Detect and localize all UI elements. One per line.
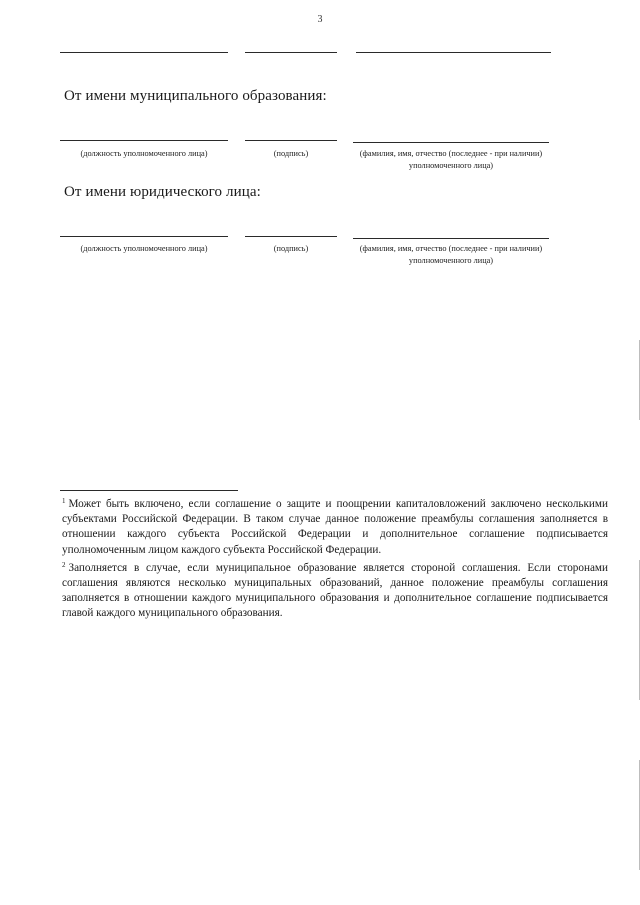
municipal-signature-line <box>245 140 337 141</box>
legal-entity-heading: От имени юридического лица: <box>64 184 261 200</box>
signature-line-signature-top <box>245 52 337 53</box>
footnote-2-text: Заполняется в случае, если муниципальное образование является стороной соглашения. Если сторонами соглашения являются несколько муниципальных образований, данное положение преамбулы соглашения заполняется в отношении каждого муниципального образования и дополнительное соглашение подписывается главой каждого муниципального образования. <box>62 561 608 620</box>
legal-name-line <box>353 238 549 239</box>
municipal-heading: От имени муниципального образования: <box>64 88 327 104</box>
municipal-position-caption: (должность уполномоченного лица) <box>80 149 208 158</box>
legal-position-caption: (должность уполномоченного лица) <box>80 244 208 253</box>
signature-line-position-top <box>60 52 228 53</box>
legal-signature-line <box>245 236 337 237</box>
municipal-name-line <box>353 142 549 143</box>
municipal-position-line <box>60 140 228 141</box>
footnote-2-marker: 2 <box>62 560 66 569</box>
legal-name-caption: (фамилия, имя, отчество (последнее - при наличии) уполномоченного лица) <box>359 244 543 265</box>
footnote-1 <box>62 494 608 558</box>
footnotes <box>62 494 608 622</box>
legal-position-line <box>60 236 228 237</box>
page-number: 3 <box>317 14 323 25</box>
footnote-1-marker: 1 <box>62 497 66 505</box>
signature-line-name-top <box>356 52 551 53</box>
municipal-signature-caption: (подпись) <box>273 149 309 158</box>
legal-signature-caption: (подпись) <box>273 244 309 253</box>
municipal-name-caption: (фамилия, имя, отчество (последнее - при наличии) уполномоченного лица) <box>359 149 543 170</box>
footnote-2 <box>62 558 608 622</box>
footnote-separator <box>60 490 238 491</box>
footnote-1-text: Может быть включено, если соглашение о защите и поощрении капиталовложений заключено несколькими субъектами Российской Федерации. В таком случае данное положение преамбулы соглашения заполняется в отношении каждого субъекта Российской Федерации и дополнительное соглашение подписывается уполномоченным лицом каждого субъекта Российской Федерации. <box>62 498 608 556</box>
